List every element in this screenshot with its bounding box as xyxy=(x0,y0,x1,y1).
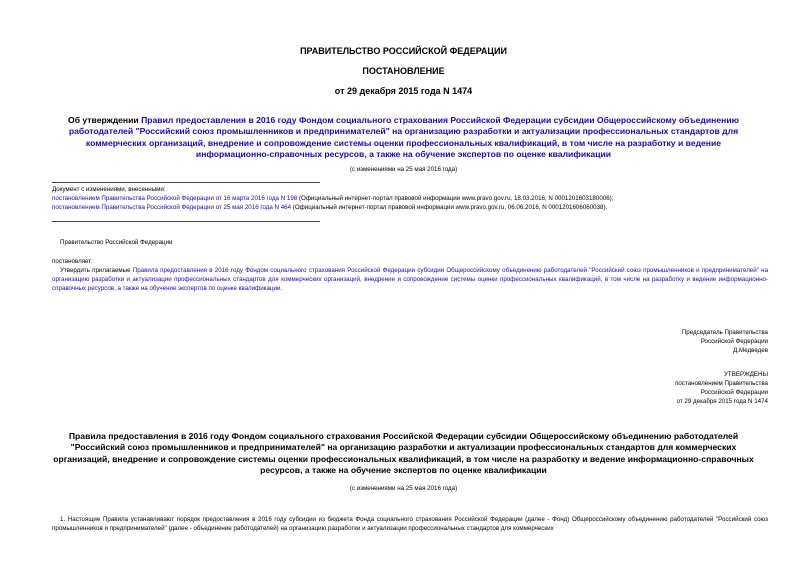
rules-paragraph-1: 1. Настоящие Правила устанавливают порядок предоставления в 2016 году субсидии из бюджета Фонда социального страхования Российской Федерации (далее - Фонд) Общероссийскому объединению работодателей "Российский союз промышленников и предпринимателей" (далее - объединение работодателей) на организацию разработки и актуализации профессиональных стандартов для коммерческих xyxy=(52,516,768,532)
doc-title xyxy=(52,115,755,160)
approved-block xyxy=(520,370,768,406)
amendment-source: (Официальный интернет-портал правовой информации www.pravo.gov.ru, 06.06.2016, N 0001201606060038). xyxy=(291,204,608,211)
body-government: Правительство Российской Федерации xyxy=(60,239,173,246)
approved-line: УТВЕРЖДЕНЫ xyxy=(724,371,768,378)
rules-title: Правила предоставления в 2016 году Фондом социального страхования Российской Федерации субсидии Общероссийскому объединению работодателей "Российский союз промышленников и предпринимателей" на организацию разработки и актуализации профессиональных стандартов для коммерческих организаций, внедрение и сопровождение системы оценки профессиональных квалификаций, в том числе на разработку и ведение информационно-справочных ресурсов, а также на обучение экспертов по оценке квалификации xyxy=(53,431,754,475)
approved-line: от 29 декабря 2015 года N 1474 xyxy=(676,398,768,405)
amendment-link-198[interactable]: постановлением Правительства Российской Федерации от 16 марта 2016 года N 198 xyxy=(52,195,298,202)
doc-date-number: от 29 декабря 2015 года N 1474 xyxy=(334,86,473,96)
doc-title-prefix: Об утверждении xyxy=(68,115,142,125)
amendments-intro: Документ с изменениями, внесенными: xyxy=(52,186,166,193)
approve-prefix: Утвердить прилагаемые xyxy=(60,267,133,274)
body-decrees: постановляет: xyxy=(52,258,93,265)
rules-revision: (с изменениями на 25 мая 2016 года) xyxy=(349,485,458,492)
amendment-item xyxy=(52,203,772,212)
amendment-link-464[interactable]: постановлением Правительства Российской Федерации от 25 мая 2016 года N 464 xyxy=(52,204,292,211)
signature-line: Российской Федерации xyxy=(700,338,768,345)
doc-title-link[interactable]: Правил предоставления в 2016 году Фондом социального страхования Российской Федерации субсидии Общероссийскому объединению работодателей "Российский союз промышленников и предпринимателей" на организацию разработки и актуализации профессиональных стандартов для коммерческих организаций, внедрение и сопровождение системы оценки профессиональных квалификаций, в том числе на разработку и ведение информационно-справочных ресурсов, а также на обучение экспертов по оценке квалификации xyxy=(68,115,739,159)
approved-line: постановлением Правительства xyxy=(675,380,768,387)
divider-bottom xyxy=(52,221,320,222)
approved-line: Российской Федерации xyxy=(700,389,768,396)
amendment-source: (Официальный интернет-портал правовой информации www.pravo.gov.ru, 18.03.2016, N 0001201603180006); xyxy=(297,195,614,202)
approve-paragraph: Утвердить прилагаемые Правила предоставления в 2016 году Фондом социального страхования Российской Федерации субсидии Общероссийскому объединению работодателей "Российский союз промышленников и предпринимателей" на организацию разработки и актуализации профессиональных стандартов для коммерческих организаций, внедрение и сопровождение системы оценки профессиональных квалификаций, в том числе на разработку и ведение информационно-справочных ресурсов, а также на обучение экспертов по оценке квалификации. xyxy=(52,267,769,292)
amendment-item xyxy=(52,194,772,203)
title-revision: (с изменениями на 25 мая 2016 года) xyxy=(349,166,458,173)
signature-name: Д.Медведев xyxy=(733,347,768,354)
amendments-block xyxy=(52,185,772,212)
doc-type-heading: ПОСТАНОВЛЕНИЕ xyxy=(362,66,445,76)
approve-rules-link[interactable]: Правила предоставления в 2016 году Фондом социального страхования Российской Федерации субсидии Общероссийскому объединению работодателей "Российский союз промышленников и предпринимателей" на организацию разработки и актуализации профессиональных стандартов для коммерческих организаций, внедрение и сопровождение системы оценки профессиональных квалификаций, в том числе на разработку и ведение информационно-справочных ресурсов, а также на обучение экспертов по оценке квалификации xyxy=(52,267,769,292)
signature-block xyxy=(520,328,768,355)
divider-top xyxy=(52,182,320,183)
government-heading: ПРАВИТЕЛЬСТВО РОССИЙСКОЙ ФЕДЕРАЦИИ xyxy=(300,46,507,56)
signature-line: Председатель Правительства xyxy=(681,329,768,336)
